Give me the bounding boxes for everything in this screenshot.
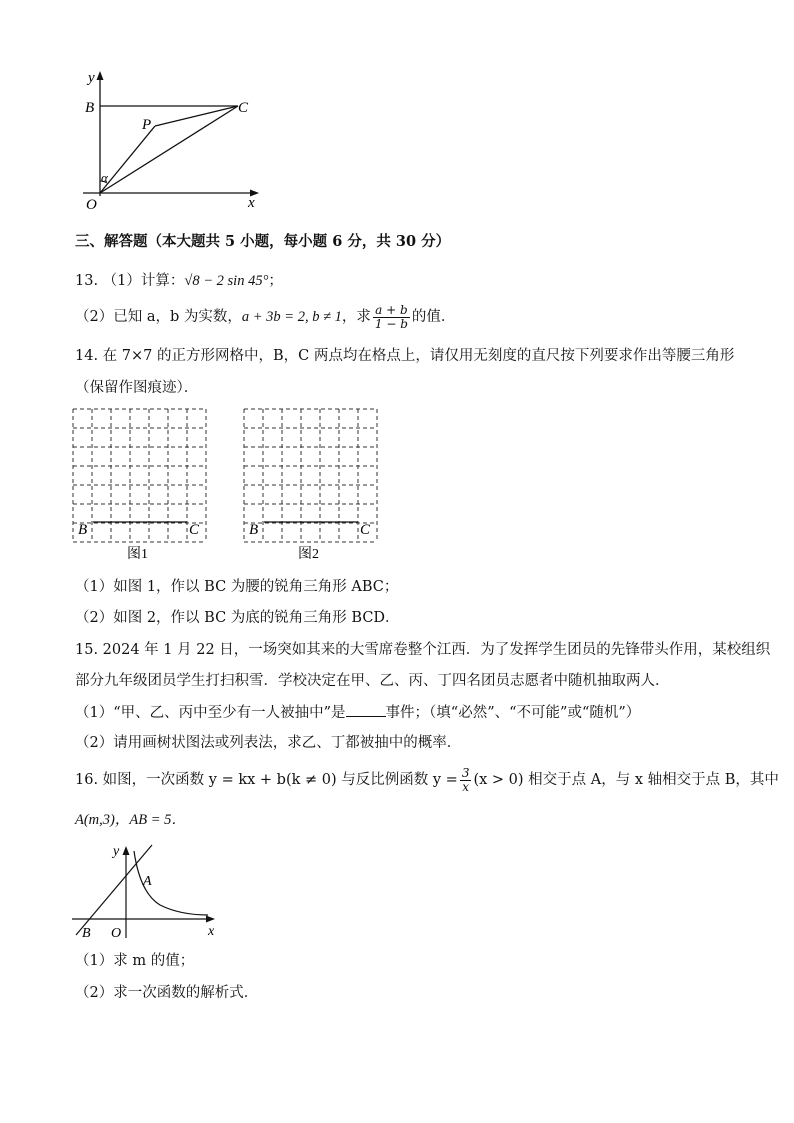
section-title: 三、解答题（本大题共 5 小题，每小题 6 分，共 30 分） [75,233,451,250]
q13-part1-prefix: 13. （1）计算： [75,273,185,289]
fig2-label-b: B [249,522,259,538]
q14-line2: （保留作图痕迹）． [75,380,199,396]
segment-pc [155,106,238,126]
q16-line1-prefix: 16. 如图，一次函数 y = kx + b(k ≠ 0) 与反比例函数 y = [75,772,458,788]
q16-fraction-numerator: 3 [461,765,470,780]
q13-part2-mid: ，求 [341,309,371,325]
q16-label-b: B [82,926,91,941]
q16-line2: A(m,3)，AB = 5． [75,812,186,828]
q13-part2-prefix: （2）已知 a，b 为实数， [75,309,242,325]
label-o: O [86,197,97,213]
q13-part1-suffix: ； [268,273,283,289]
q13-part2 [75,303,455,331]
q14-line1: 14. 在 7×7 的正方形网格中，B，C 两点均在格点上，请仅用无刻度的直尺按下列要求作出等腰三角形 [75,348,735,364]
q16-sub2: （2）求一次函数的解析式． [75,985,259,1001]
q13-part1-math: √8 − 2 sin 45° [184,273,269,289]
q16-line1 [75,766,779,794]
label-alpha: α [101,170,108,185]
q16-label-y: y [113,844,120,859]
q16-label-x: x [208,924,215,939]
fig1-label-b: B [78,522,88,538]
q13-fraction-denominator: 1 − b [374,316,408,331]
q14-sub1: （1）如图 1，作以 BC 为腰的锐角三角形 ABC； [75,579,399,595]
grid-figure-1 [70,406,210,566]
segment-op [100,126,155,193]
label-y: y [88,70,95,86]
segment-oc [100,106,238,193]
label-b: B [85,100,95,116]
q15-line2: 部分九年级团员学生打扫积雪．学校决定在甲、乙、丙、丁四名团员志愿者中随机抽取两人． [75,673,670,689]
fig2-label-c: C [360,522,371,538]
q16-fraction [460,767,472,794]
q15-sub2: （2）请用画树状图法或列表法，求乙、丁都被抽中的概率． [75,735,462,751]
q13-part2-suffix: 的值． [411,309,456,325]
q14-sub2: （2）如图 2，作以 BC 为底的锐角三角形 BCD． [75,610,400,626]
q15-sub1 [75,702,640,723]
answer-blank[interactable] [346,702,386,717]
q16-y-axis-arrow [123,846,130,855]
fig1-label-c: C [189,522,200,538]
q16-fraction-denominator: x [462,779,470,794]
q16-sub1: （1）求 m 的值； [75,953,195,969]
grid-figure-2 [241,406,381,566]
label-x: x [248,195,255,211]
q15-sub1-suffix: 事件；（填“必然”、“不可能”或“随机”） [385,705,641,721]
fig1-caption: 图1 [127,547,148,562]
q13-part2-condition: a + 3b = 2, b ≠ 1 [241,309,342,325]
q16-line1-suffix: (x > 0) 相交于点 A，与 x 轴相交于点 B，其中 [473,772,779,788]
label-p: P [142,117,152,133]
q16-label-a: A [143,874,152,889]
q15-sub1-prefix: （1）“甲、乙、丙中至少有一人被抽中”是 [75,705,346,721]
q13-part1 [75,271,283,291]
q16-function-figure [70,843,230,943]
q16-x-axis-arrow [206,916,215,923]
q15-line1: 15. 2024 年 1 月 22 日，一场突如其来的大雪席卷整个江西．为了发挥学生团员的先锋带头作用，某校组织 [75,642,771,658]
label-c: C [238,100,249,116]
q13-fraction-numerator: a + b [373,304,410,318]
q16-label-o: O [111,926,122,941]
top-geometry-figure [80,68,270,218]
q13-fraction [373,304,410,331]
fig2-caption: 图2 [298,547,319,562]
y-axis-arrow [97,71,104,80]
